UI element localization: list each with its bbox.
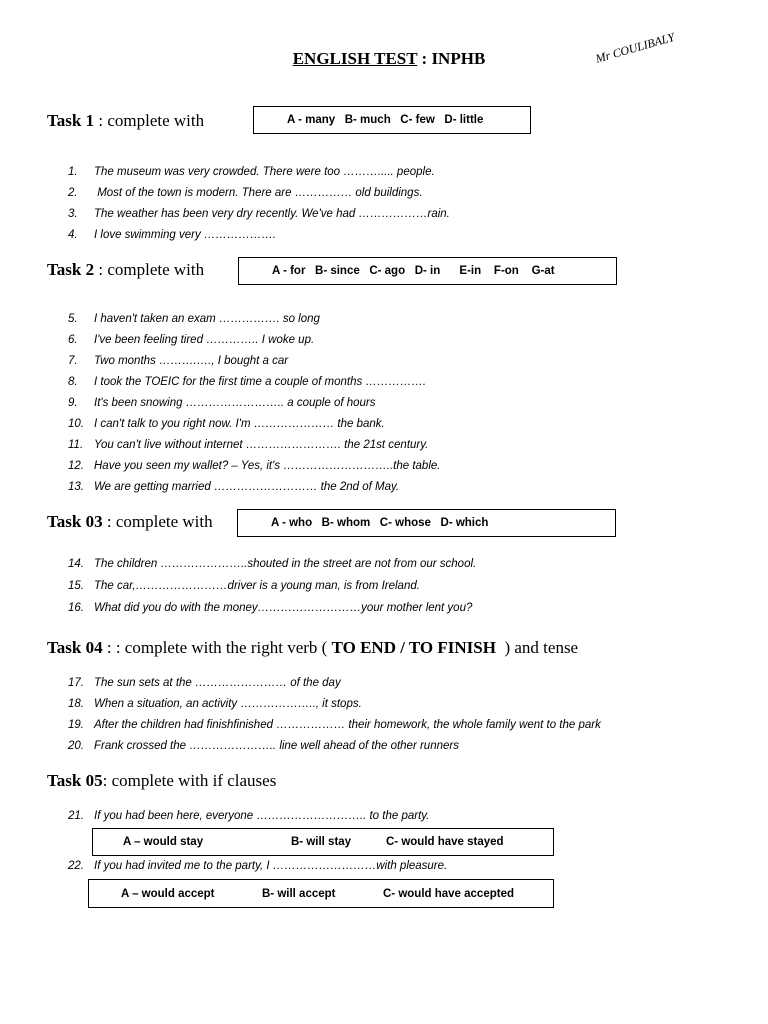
question-number: 21.: [68, 810, 84, 822]
question-text: The weather has been very dry recently. We've had ………………rain.: [94, 208, 450, 220]
q22-option-b: B- will accept: [262, 887, 336, 900]
question-text: Most of the town is modern. There are …………… old buildings.: [94, 187, 423, 199]
question-text: The children …………………..shouted in the street are not from our school.: [94, 558, 477, 570]
author-signature: Mr COULIBALY: [593, 29, 677, 66]
q21-option-c: C- would have stayed: [386, 836, 504, 848]
question-text: Have you seen my wallet? – Yes, it's ………………………..the table.: [94, 460, 441, 472]
question-text: The sun sets at the …………………… of the day: [94, 677, 341, 689]
task3-heading: [47, 512, 213, 532]
q22-options-box: [88, 879, 554, 908]
question-text: I can't talk to you right now. I'm ………………… the bank.: [94, 418, 385, 430]
task3-instruction: : complete with: [102, 512, 213, 531]
question-number: 19.: [68, 719, 84, 731]
task3-options-box: [237, 509, 616, 537]
question-text: When a situation, an activity ……………….., it stops.: [94, 698, 362, 710]
question-text: We are getting married ……………………… the 2nd of May.: [94, 481, 400, 493]
task3-label: Task 03: [47, 512, 103, 531]
question-number: 11.: [68, 439, 84, 451]
question-text: I love swimming very ……………….: [94, 229, 277, 241]
question-number: 17.: [68, 677, 84, 689]
question-number: 7.: [68, 355, 78, 367]
task2-label: Task 2: [47, 260, 95, 279]
question-number: 12.: [68, 460, 84, 472]
task2-instruction: : complete with: [94, 260, 205, 279]
task1-heading: [47, 111, 204, 131]
task5-heading: [47, 771, 276, 791]
title-main: ENGLISH TEST: [292, 49, 418, 68]
question-number: 15.: [68, 580, 84, 592]
task1-instruction: : complete with: [94, 111, 205, 130]
question-number: 1.: [68, 166, 78, 178]
question-number: 4.: [68, 229, 78, 241]
task4-label: Task 04: [47, 638, 103, 657]
question-text: The car,……………………driver is a young man, is from Ireland.: [94, 580, 420, 592]
task4-heading: [47, 638, 578, 658]
q21-option-b: B- will stay: [291, 836, 352, 848]
question-text: What did you do with the money………………………your mother lent you?: [94, 602, 473, 614]
question-number: 2.: [68, 187, 78, 199]
q22-option-c: C- would have accepted: [383, 887, 515, 900]
question-number: 3.: [68, 208, 78, 220]
question-text: Frank crossed the ………………….. line well ahead of the other runners: [94, 740, 459, 752]
question-number: 22.: [68, 860, 84, 872]
question-number: 13.: [68, 481, 84, 493]
task2-heading: [47, 260, 204, 280]
question-text: I've been feeling tired ………….. I woke up.: [94, 334, 315, 346]
question-text: It's been snowing …………………….. a couple of hours: [94, 397, 376, 409]
question-number: 20.: [68, 740, 84, 752]
task4-verbs: TO END / TO FINISH: [331, 638, 496, 657]
q21-options-box: [92, 828, 554, 856]
question-number: 10.: [68, 418, 84, 430]
task2-options: A - for B- since C- ago D- in E-in F-on G-at: [272, 265, 555, 277]
question-text: You can't live without internet ……………………. the 21st century.: [94, 439, 429, 451]
question-text: I took the TOEIC for the first time a couple of months …………….: [94, 376, 427, 388]
question-number: 8.: [68, 376, 78, 388]
q21-option-a: A – would stay: [123, 836, 204, 848]
task5-instruction: : complete with if clauses: [102, 771, 277, 790]
question-number: 14.: [68, 558, 84, 570]
question-number: 9.: [68, 397, 78, 409]
question-number: 18.: [68, 698, 84, 710]
task1-options-box: [253, 106, 531, 134]
task4-instruction-suffix: ) and tense: [495, 638, 579, 657]
task2-options-box: [238, 257, 617, 285]
title-suffix: : INPHB: [417, 49, 486, 68]
question-text: The museum was very crowded. There were too ………..... people.: [94, 166, 435, 178]
question-text: If you had been here, everyone ……………………….. to the party.: [94, 810, 430, 822]
task1-options: A - many B- much C- few D- little: [287, 114, 484, 126]
task3-options: A - who B- whom C- whose D- which: [271, 517, 489, 529]
q22-option-a: A – would accept: [121, 887, 215, 900]
question-text: If you had invited me to the party, I ………………………with pleasure.: [94, 860, 448, 872]
page-title: [0, 49, 768, 69]
question-number: 5.: [68, 313, 78, 325]
task5-label: Task 05: [47, 771, 103, 790]
question-number: 16.: [68, 602, 84, 614]
task4-instruction-prefix: : : complete with the right verb (: [102, 638, 332, 657]
question-text: Two months ……….…., I bought a car: [94, 355, 289, 367]
question-number: 6.: [68, 334, 78, 346]
task1-label: Task 1: [47, 111, 95, 130]
question-text: After the children had finishfinished ……………… their homework, the whole family went to the park: [94, 719, 601, 731]
question-text: I haven't taken an exam ……………. so long: [94, 313, 320, 325]
